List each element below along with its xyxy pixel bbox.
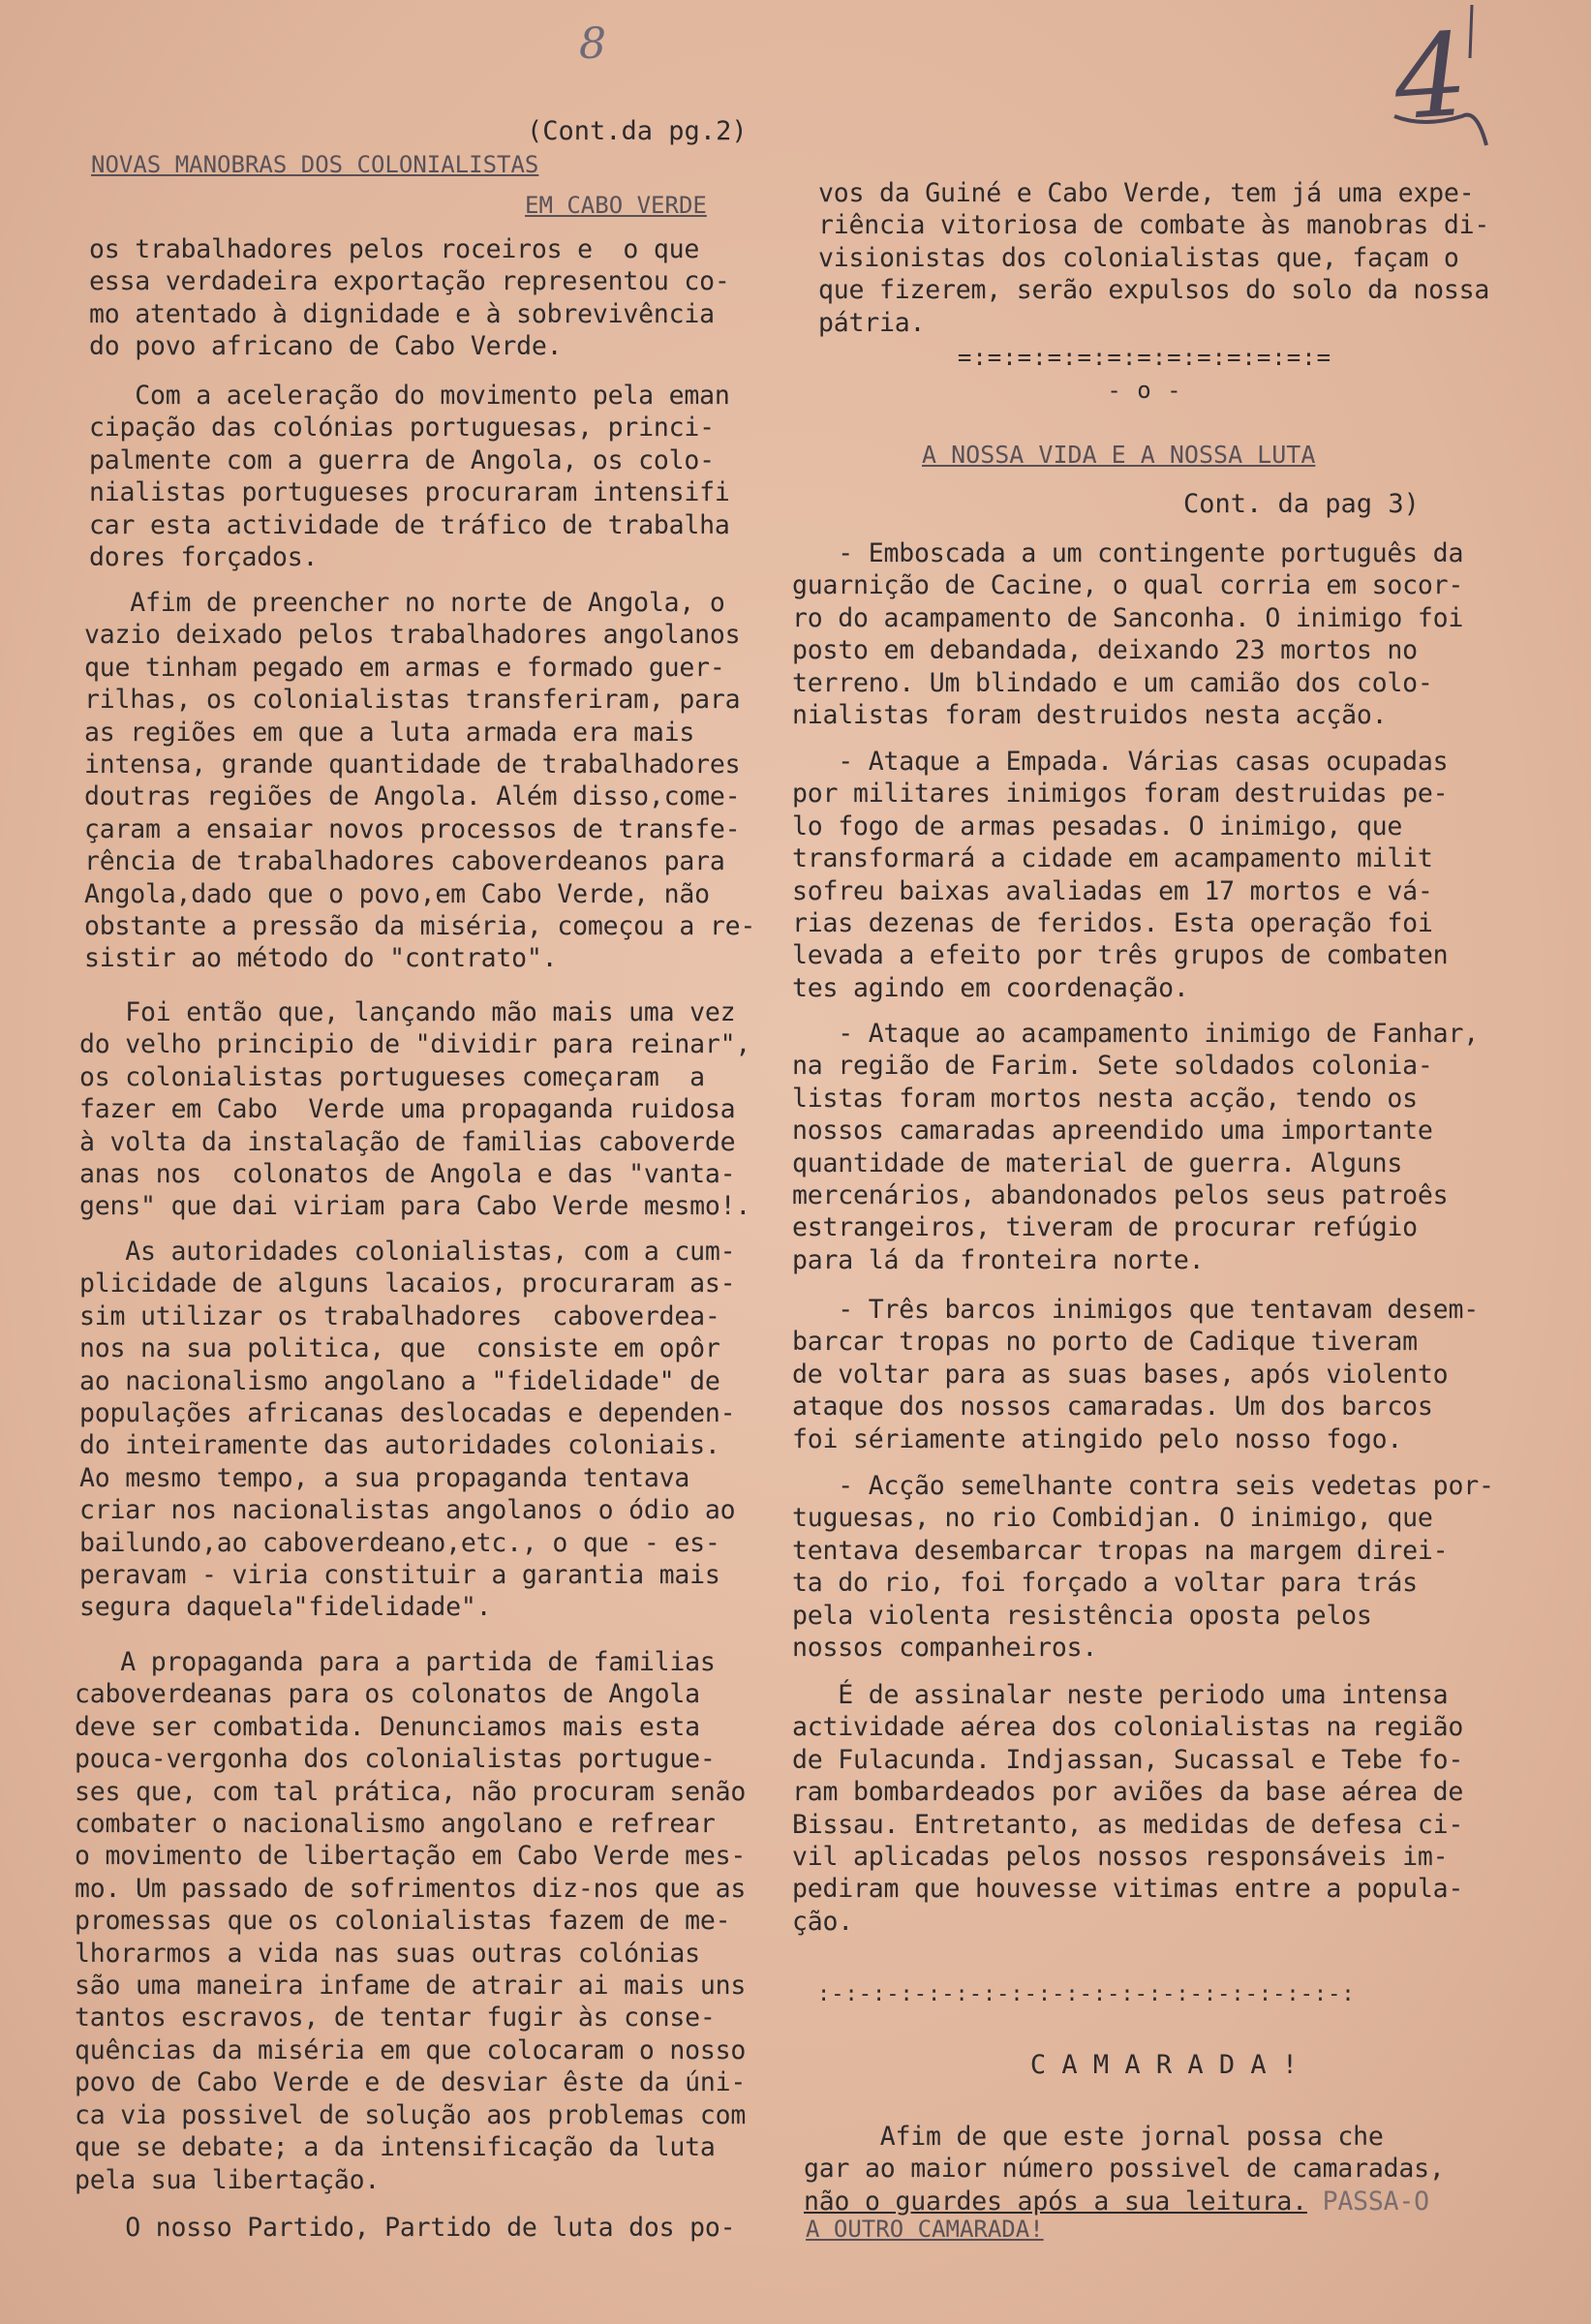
separator: - o - — [1107, 377, 1182, 404]
news-item: - Três barcos inimigos que tentavam desem- barcar tropas no porto de Cadique tiveram de voltar para as suas bases, após violento ataque dos nossos camaradas. Um dos barcos foi sériamente atingido pelo nosso fogo. — [792, 1295, 1479, 1454]
article-paragraph: os trabalhadores pelos roceiros e o que essa verdadeira exportação representou co- mo atentado à dignidade e à sobrevivência do povo africano de Cabo Verde. — [89, 234, 730, 362]
article-title: NOVAS MANOBRAS DOS COLONIALISTAS — [91, 151, 539, 178]
article-paragraph: Foi então que, lançando mão mais uma vez do velho principio de "dividir para reinar", os colonialistas portugueses começaram a fazer em Cabo Verde uma propaganda ruidosa à volta da instalação de familias caboverde anas nos colonatos de Angola e das "vanta- gens" que dai viriam para Cabo Verde mesmo!. — [79, 997, 751, 1222]
news-item: - Ataque ao acampamento inimigo de Fanhar, na região de Farim. Sete soldados colonia- listas foram mortos nesta acção, tendo os nossos camaradas apreendido uma importante quantidade de material de guerra. Alguns mercenários, abandonados pelos seus patroês estrangeiros, tiveram de procurar refúgio para lá da fronteira norte. — [792, 1019, 1479, 1275]
article-paragraph: O nosso Partido, Partido de luta dos po- — [79, 2213, 736, 2243]
handwritten-mark: 8 — [579, 19, 606, 69]
callout-text-part2: PASSA-O — [1306, 2186, 1429, 2217]
article-paragraph: As autoridades colonialistas, com a cum- plicidade de alguns lacaios, procuraram as- sim utilizar os trabalhadores caboverdea- nos na sua politica, que consiste em opôr ao nacionalismo angolano a "fidelidade" de populações africanas deslocadas e dependen- do inteiramente das autoridades coloniais. Ao mesmo tempo, a sua propaganda tentava criar nos nacionalistas angolanos o ódio ao bailundo,ao caboverdeano,etc., o que - es- peravam - viria constituir a garantia mais segura daquela"fidelidade". — [79, 1237, 736, 1623]
continuation-note: (Cont.da pg.2) — [527, 116, 748, 146]
handwritten-page-number: 4 — [1390, 7, 1472, 146]
news-item: - Ataque a Empada. Várias casas ocupadas por militares inimigos foram destruidas pe- lo fogo de armas pesadas. O inimigo, que transformará a cidade em acampamento milit sofreu baixas avaliadas em 17 mortos e vá- rias dezenas de feridos. Esta operação foi levada a efeito por três grupos de combaten tes agindo em coordenação. — [792, 747, 1449, 1003]
separator: :-:-:-:-:-:-:-:-:-:-:-:-:-:-:-:-:-:-:-: — [817, 1982, 1356, 2006]
article-paragraph: Afim de preencher no norte de Angola, o vazio deixado pelos trabalhadores angolanos que tinham pegado em armas e formado guer- rilhas, os colonialistas transferiram, para as regiões em que a luta armada era mais intensa, grande quantidade de trabalhadores doutras regiões de Angola. Além disso,come- çaram a ensaiar novos processos de transfe- rência de trabalhadores caboverdeanos para Angola,dado que o povo,em Cabo Verde, não obstante a pressão da miséria, começou a re- sistir ao método do "contrato". — [84, 588, 756, 974]
handwritten-strokes — [1356, 0, 1511, 174]
article-continuation: vos da Guiné e Cabo Verde, tem já uma expe- riência vitoriosa de combate às manobras di- visionistas dos colonialistas que, façam o que fizerem, serão expulsos do solo da nossa pátria. — [818, 178, 1490, 338]
section-title: A NOSSA VIDA E A NOSSA LUTA — [922, 441, 1316, 469]
news-item: É de assinalar neste periodo uma intensa actividade aérea dos colonialistas na região de Fulacunda. Indjassan, Sucassal e Tebe fo- ram bombardeados por aviões da base aérea de Bissau. Entretanto, as medidas de defesa ci- vil aplicadas pelos nossos responsáveis im- pediram que houvesse vitimas entre a popula- ção. — [792, 1680, 1464, 1937]
continuation-note: Cont. da pag 3) — [1183, 489, 1420, 519]
article-paragraph: A propaganda para a partida de familias caboverdeanas para os colonatos de Angola deve ser combatida. Denunciamos mais esta pouca-vergonha dos colonialistas portugue- ses que, com tal prática, não procuram senão combater o nacionalismo angolano e refrear o movimento de libertação em Cabo Verde mes- mo. Um passado de sofrimentos diz-nos que as promessas que os colonialistas fazem de me- lhorarmos a vida nas suas outras colónias são uma maneira infame de atrair ai mais uns tantos escravos, de tentar fugir às conse- quências da miséria em que colocaram o nosso povo de Cabo Verde e de desviar êste da úni- ca via possivel de solução aos problemas com que se debate; a da intensificação da luta pela sua libertação. — [75, 1647, 747, 2195]
callout-text-part1: Afim de que este jornal possa che gar ao maior número possivel de camaradas, — [804, 2122, 1445, 2185]
news-item: - Acção semelhante contra seis vedetas por- tuguesas, no rio Combidjan. O inimigo, que tentava desembarcar tropas na margem direi- ta do rio, foi forçado a voltar para trás pela violenta resistência oposta pelos nossos companheiros. — [792, 1471, 1494, 1664]
callout-title: C A M A R A D A ! — [1029, 2050, 1299, 2080]
article-title-line2: EM CABO VERDE — [525, 192, 707, 219]
callout-text-final: A OUTRO CAMARADA! — [806, 2216, 1044, 2243]
callout-text-underlined: não o guardes após a sua leitura. — [804, 2186, 1307, 2217]
separator: =:=:=:=:=:=:=:=:=:=:=:=:= — [957, 344, 1332, 371]
callout-text — [804, 2121, 1520, 2217]
article-paragraph: Com a aceleração do movimento pela eman cipação das colónias portuguesas, princi- palmente com a guerra de Angola, os colo- nialistas portugueses procuraram intensifi car esta actividade de tráfico de trabalha dores forçados. — [89, 381, 730, 573]
news-item: - Emboscada a um contingente português da guarnição de Cacine, o qual corria em socor- ro do acampamento de Sanconha. O inimigo foi posto em debandada, deixando 23 mortos no terreno. Um blindado e um camião dos colo- nialistas foram destruidos nesta acção. — [792, 538, 1464, 731]
